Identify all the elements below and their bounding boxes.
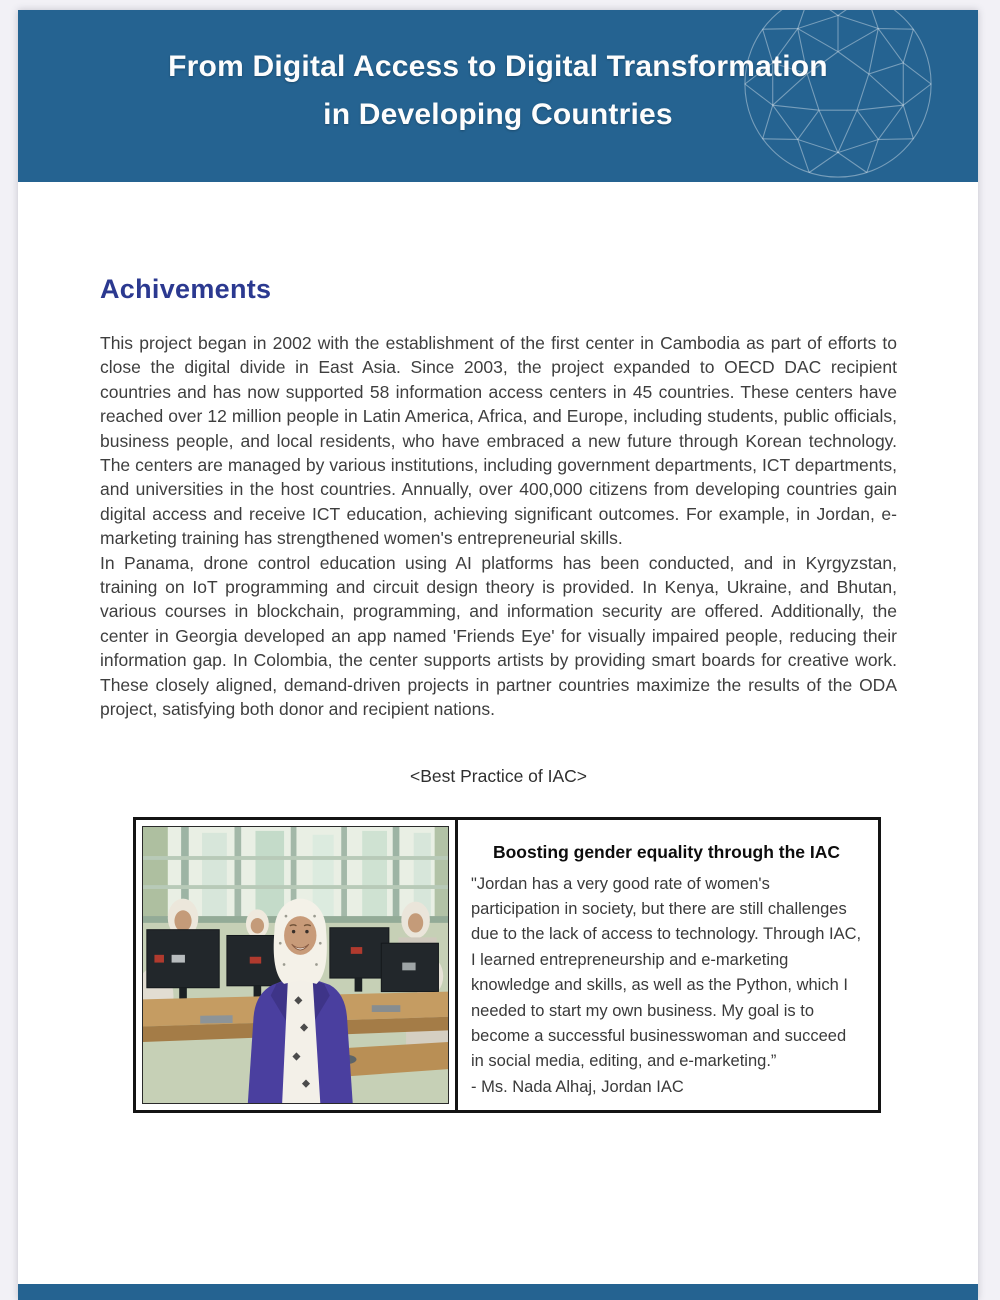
classroom-photo (142, 826, 449, 1104)
card-quote: "Jordan has a very good rate of women's participation in society, but there are still challenges due to the lack of access to technology. Through IAC, I learned entrepreneurship and e-marketing knowledge and skills, as well as the Python, which I needed to start my own business. My goal is to become a successful businesswoman and succeed in social media, editing, and e-marketing.” (471, 874, 862, 1071)
section-heading: Achivements (100, 274, 272, 304)
page-title-line2: in Developing Countries (323, 98, 673, 131)
card-text-cell (458, 820, 878, 1110)
best-practice-card (133, 817, 881, 1113)
best-practice-caption: <Best Practice of IAC> (409, 765, 588, 786)
card-attribution: - Ms. Nada Alhaj, Jordan IAC (471, 1077, 684, 1096)
report-page (18, 10, 978, 1300)
card-title: Boosting gender equality through the IAC (492, 841, 841, 862)
card-photo-cell (136, 820, 458, 1110)
page-title (18, 10, 978, 139)
achievements-paragraph-1: This project began in 2002 with the establishment of the first center in Cambodia as part of efforts to close the digital divide in East Asia. Since 2003, the project expanded to OECD DAC recipient countries and has now supported 58 information access centers in 45 countries. These centers have reached over 12 million people in Latin America, Africa, and Europe, including students, public officials, business people, and local residents, who have embraced a new future through Korean technology. The centers are managed by various institutions, including government departments, ICT departments, and universities in the host countries. Annually, over 400,000 citizens from developing countries gain digital access and receive ICT education, achieving significant outcomes. For example, in Jordan, e-marketing training has strengthened women's entrepreneurial skills. (100, 333, 897, 549)
achievements-paragraph-2: In Panama, drone control education using AI platforms has been conducted, and in Kyrgyzstan, training on IoT programming and circuit design theory is provided. In Kenya, Ukraine, and Bhutan, various courses in blockchain, programming, and information security are offered. Additionally, the center in Georgia developed an app named 'Friends Eye' for visually impaired people, reducing their information gap. In Colombia, the center supports artists by providing smart boards for creative work. These closely aligned, demand-driven projects in partner countries maximize the results of the ODA project, satisfying both donor and recipient nations. (100, 552, 897, 720)
achievements-text (100, 331, 897, 722)
page-title-line1: From Digital Access to Digital Transformation (168, 50, 828, 83)
header-band (18, 10, 978, 182)
footer-band (18, 1284, 978, 1300)
page-content (18, 274, 978, 1113)
